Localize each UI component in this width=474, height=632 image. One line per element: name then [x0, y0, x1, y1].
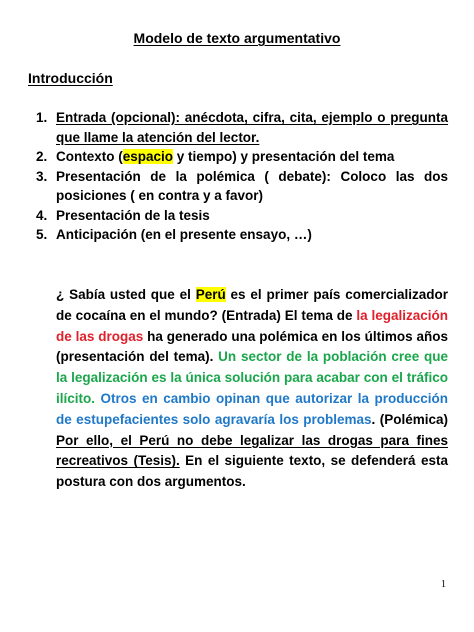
highlighted-word: espacio: [122, 149, 174, 164]
paragraph-text: En el siguiente texto, se defenderá esta postura con dos argumentos.: [56, 453, 448, 490]
page-number: 1: [441, 579, 446, 590]
position-against-text: Otros en cambio opinan que autorizar la producción de estupefacientes solo agravaría los problemas: [56, 390, 448, 427]
section-heading: Introducción: [28, 70, 113, 86]
list-item-number: 2.: [36, 149, 48, 164]
document-title: Modelo de texto argumentativo: [133, 30, 341, 46]
example-paragraph: [56, 285, 448, 493]
structure-list: [36, 108, 448, 245]
list-item-text: Entrada (opcional): anécdota, cifra, cita, ejemplo o pregunta que llame la atención del lector.: [56, 110, 448, 145]
paragraph-text: es el primer país comercializador de cocaína en el mundo? (Entrada) El tema de: [56, 287, 448, 323]
list-item-text-part: Contexto (: [56, 149, 123, 164]
paragraph-text: ¿ Sabía usted que el: [56, 287, 196, 302]
list-item-text: Anticipación (en el presente ensayo, …): [56, 227, 312, 242]
list-item: [36, 108, 448, 147]
list-item: [36, 147, 448, 167]
paragraph-text: . (Polémica): [371, 411, 449, 427]
topic-text: la legalización de las drogas: [56, 307, 448, 344]
list-item-text-part: y tiempo) y presentación del tema: [173, 149, 395, 164]
list-item-text: Presentación de la tesis: [56, 207, 210, 223]
list-item-text: Presentación de la polémica ( debate): Coloco las dos posiciones ( en contra y a favor): [56, 168, 448, 203]
thesis-text: Por ello, el Perú no debe legalizar las drogas para fines recreativos (Tesis).: [56, 432, 448, 469]
list-item-number: 4.: [36, 207, 48, 223]
list-item-number: 5.: [36, 227, 48, 242]
position-in-favor-text: Un sector de la población cree que la legalización es la única solución para acabar con el tráfico ilícito.: [56, 349, 448, 406]
list-item: [36, 225, 448, 245]
list-item-text: [56, 147, 448, 167]
paragraph-text: ha generado una polémica en los últimos años (presentación del tema).: [56, 328, 448, 365]
list-item: [36, 206, 448, 226]
highlighted-word: Perú: [195, 287, 226, 302]
list-item-number: 1.: [36, 110, 48, 125]
list-item-number: 3.: [36, 168, 48, 184]
list-item: [36, 167, 448, 206]
